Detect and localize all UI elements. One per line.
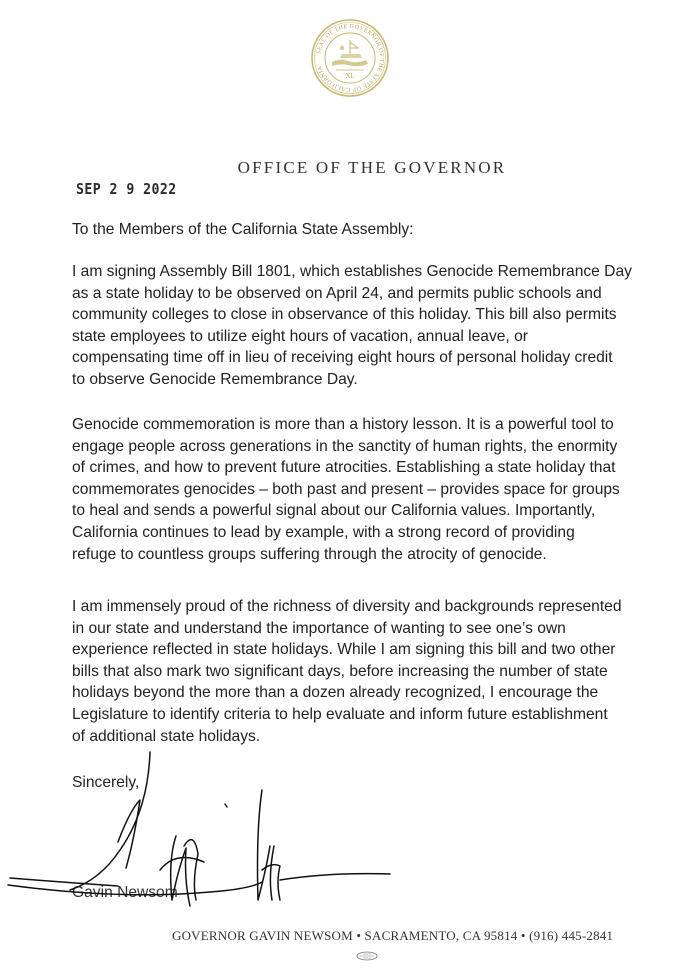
body-paragraph (72, 596, 692, 747)
body-paragraph (72, 414, 692, 565)
office-heading: OFFICE OF THE GOVERNOR (237, 158, 507, 177)
salutation: To the Members of the California State Assembly: (72, 221, 414, 238)
seal-numeral: XL (345, 72, 355, 80)
signer-name: Gavin Newsom (72, 884, 178, 901)
paragraph-line: engage people across generations in the sanctity of human rights, the enormity (72, 437, 618, 455)
seal-ring-text: SEAL OF THE GOVERNOR OF THE STATE OF CALIFORNIA (316, 23, 385, 93)
paragraph-line: California continues to lead by example, with a strong record of providing (72, 523, 575, 541)
paragraph-line: I am immensely proud of the richness of diversity and backgrounds represented (72, 598, 622, 615)
paragraph-line: holidays beyond the more than a dozen already recognized, I encourage the (72, 684, 599, 702)
paragraph-line: to heal and sends a powerful signal about our California values. Importantly, (72, 502, 596, 520)
paragraph-line: bills that also mark two significant days, before increasing the number of state (72, 662, 608, 680)
paragraph-line: Legislature to identify criteria to help evaluate and inform future establishment (72, 705, 608, 723)
paragraph-line: community colleges to close in observance of this holiday. This bill also permits (72, 306, 617, 324)
paragraph-line: experience reflected in state holidays. While I am signing this bill and two other (72, 641, 616, 659)
paragraph-line: state employees to utilize eight hours of vacation, annual leave, or (72, 327, 528, 345)
paragraph-line: of additional state holidays. (72, 727, 261, 745)
paragraph-line: commemorates genocides – both past and present – provides space for groups (72, 480, 620, 498)
body-paragraph (72, 261, 692, 391)
paragraph-line: compensating time off in lieu of receiving eight hours of personal holiday credit (72, 349, 613, 367)
paragraph-line: in our state and understand the importance of wanting to see one’s own (72, 619, 566, 637)
paragraph-line: refuge to countless groups suffering through the atrocity of genocide. (72, 545, 547, 563)
footer-address: GOVERNOR GAVIN NEWSOM • SACRAMENTO, CA 95814 • (916) 445-2841 (172, 928, 614, 943)
date-stamp: SEP 2 9 2022 (76, 180, 177, 198)
paragraph-line: as a state holiday to be observed on April 24, and permits public schools and (72, 284, 602, 302)
great-seal-icon (310, 18, 390, 98)
closing: Sincerely, (72, 774, 140, 791)
paragraph-line: Genocide commemoration is more than a history lesson. It is a powerful tool to (72, 416, 614, 433)
paragraph-line: to observe Genocide Remembrance Day. (72, 370, 358, 388)
paragraph-line: of crimes, and how to prevent future atrocities. Establishing a state holiday that (72, 459, 616, 477)
printer-union-bug-icon (356, 951, 378, 961)
paragraph-line: I am signing Assembly Bill 1801, which establishes Genocide Remembrance Day (72, 263, 632, 280)
